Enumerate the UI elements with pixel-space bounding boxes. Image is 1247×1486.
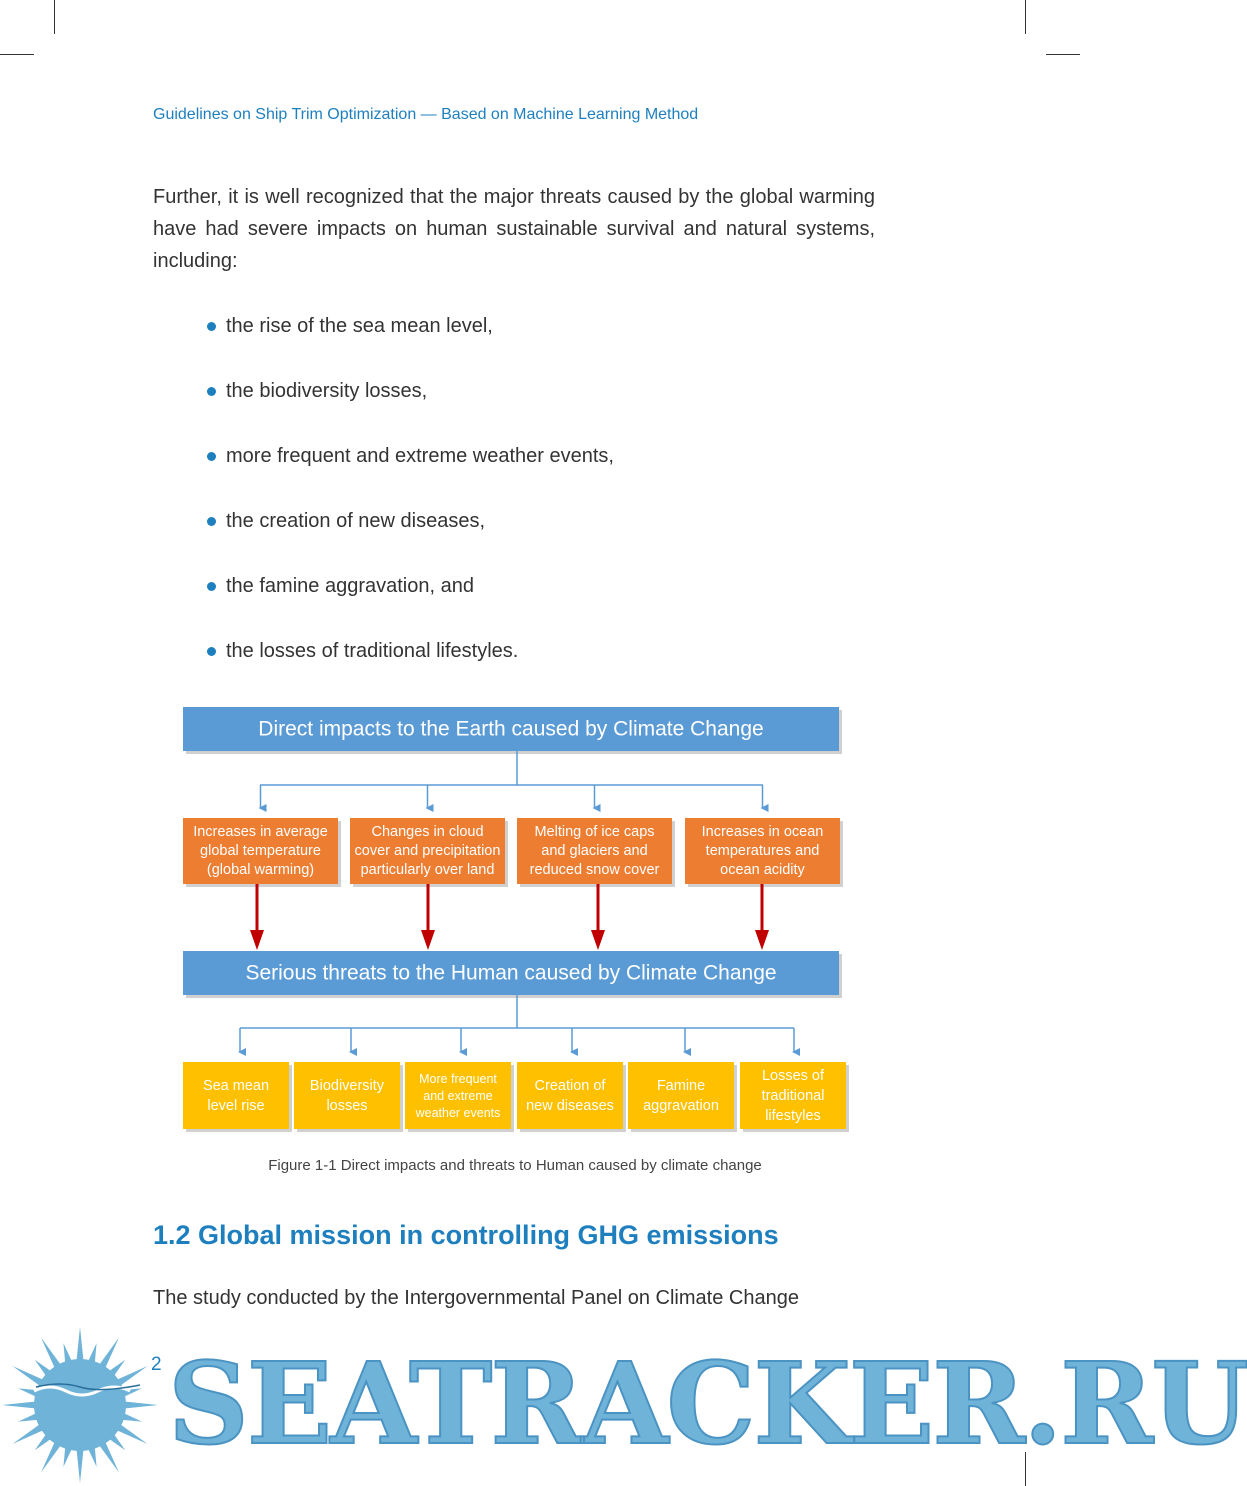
threat-text: aggravation	[643, 1098, 719, 1114]
section-heading: 1.2 Global mission in controlling GHG emissions	[153, 1220, 779, 1250]
list-item: the famine aggravation, and	[205, 572, 614, 637]
threat-box	[628, 1062, 734, 1129]
impact-text: Changes in cloud	[371, 824, 484, 840]
list-item: the creation of new diseases,	[205, 507, 614, 572]
sun-ray	[116, 1424, 147, 1444]
sun-ray	[41, 1337, 61, 1368]
sun-ray	[99, 1337, 119, 1368]
impact-text: reduced snow cover	[529, 862, 660, 878]
impact-text: cover and precipitation	[354, 843, 501, 859]
sun-ray	[41, 1441, 61, 1472]
figure-caption: Figure 1-1 Direct impacts and threats to Human caused by climate change	[268, 1157, 762, 1174]
red-arrowhead	[591, 930, 605, 950]
sun-ray	[12, 1366, 43, 1386]
threat-text: Creation of	[534, 1078, 606, 1094]
sun-ray	[76, 1449, 83, 1483]
sun-logo-icon	[0, 1325, 170, 1485]
threat-text: new diseases	[526, 1098, 614, 1114]
threat-text: weather events	[415, 1106, 501, 1120]
list-item: the biodiversity losses,	[205, 377, 614, 442]
intro-paragraph: Further, it is well recognized that the major threats caused by the global warming have had severe impacts on human sustainable survival and natural systems, including:	[153, 186, 875, 272]
threat-box	[183, 1062, 289, 1129]
impact-text: global temperature	[200, 843, 321, 859]
list-item: the rise of the sea mean level,	[205, 312, 614, 377]
page-number: 2	[151, 1354, 162, 1375]
threat-text: losses	[326, 1098, 368, 1114]
watermark-text: SEATRACKER.RU	[168, 1339, 1247, 1470]
top-title-text: Direct impacts to the Earth caused by Climate Change	[258, 717, 764, 741]
body-paragraph: The study conducted by the Intergovernmental Panel on Climate Change	[153, 1287, 799, 1309]
impact-text: ocean acidity	[720, 862, 805, 878]
impact-text: Increases in ocean	[701, 824, 824, 840]
threat-text: traditional	[761, 1088, 825, 1104]
sun-ray	[76, 1327, 83, 1361]
list-item: the losses of traditional lifestyles.	[205, 637, 614, 702]
red-arrowhead	[755, 930, 769, 950]
threat-text: lifestyles	[765, 1108, 821, 1124]
middle-title-text: Serious threats to the Human caused by Climate Change	[245, 961, 777, 985]
red-arrowhead	[421, 930, 435, 950]
sun-ray	[124, 1401, 158, 1408]
threat-text: More frequent	[419, 1072, 497, 1086]
impact-text: Increases in average	[193, 824, 328, 840]
sun-ray	[12, 1424, 43, 1444]
red-arrowhead	[250, 930, 264, 950]
threat-text: Famine	[656, 1078, 706, 1094]
impact-text: temperatures and	[705, 843, 820, 859]
impact-text: Melting of ice caps	[534, 824, 655, 840]
impact-text: and glaciers and	[541, 843, 648, 859]
sun-ray	[99, 1441, 119, 1472]
impact-text: (global warming)	[206, 862, 315, 878]
threat-box	[517, 1062, 623, 1129]
sun-ray	[116, 1366, 147, 1386]
list-item: more frequent and extreme weather events,	[205, 442, 614, 507]
threat-text: level rise	[207, 1098, 265, 1114]
impact-text: particularly over land	[360, 862, 495, 878]
sun-ray	[2, 1401, 36, 1408]
threat-text: Losses of	[761, 1068, 825, 1084]
threat-text: Sea mean	[202, 1078, 270, 1094]
threat-box	[294, 1062, 400, 1129]
threat-text: Biodiversity	[309, 1078, 385, 1094]
running-header: Guidelines on Ship Trim Optimization — Based on Machine Learning Method	[153, 106, 699, 123]
threat-text: and extreme	[423, 1089, 493, 1103]
